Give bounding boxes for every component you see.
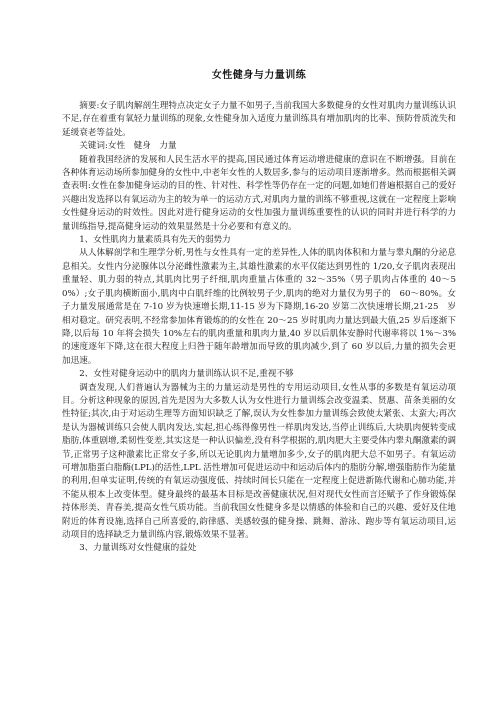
document-body — [62, 100, 456, 556]
section-heading-1: 1、女性肌肉力量素质具有先天的弱势力 — [79, 235, 231, 246]
body-paragraph: 调查发现,人们普遍认为器械为主的力量运动是男性的专用运动项目,女性从事的多数是有氧运动项目。分析这种现象的原因,首先是因为大多数人认为女性进行力量训练会改变温柔、贤惠、苗条美丽的女性特征;其次,由于对运动生理等方面知识缺乏了解,误认为女性参加力量训练会致使太紧张、太蛮大;再次是认为器械训练只会使人肌肉发达,实起,担心练得像男性一样肌肉发达,当停止训练后,大块肌肉便转变成脂肪,体重剧增,柔韧性变差,其实这是一种认识偏差,没有科学根据的,肌肉肥大主要受体内睾丸酮激素的调节,正常男子这种激素比正常女子多,所以无论肌肉力量增加多少,女子的肌肉肥大总不如男子。有氧运动可增加脂蛋白脂酶(LPL)的活性,LPL 活性增加可促进运动中和运动后体内的脂肪分解,增强脂肪作为能量的利用,但单实证明,传统的有氧运动强度低、持续时间长只能在一定程度上促进新陈代谢和心肺功能,并不能从根本上改变体型。健身最终的最基本目标是改善健康状况,但对现代女性而言还赋予了作身锻炼保持体形美、青春美,提高女性气质功能。当前我国女性健身多是以情感的体验和自己的兴趣、爱好及住地附近的体育设施,选择自己所喜爱的,韵律感、美感较强的健身操、跳舞、游泳、跑步等有氧运动项目,运动项目的选择缺乏力量训练内容,锻炼效果不显著。 — [62, 382, 456, 540]
keywords-line: 关键词:女性 健身 力量 — [79, 141, 177, 152]
section-heading-2: 2、女性对健身运动中的肌肉力量训练认识不足,重视不够 — [79, 369, 294, 380]
abstract-paragraph: 摘要:女子肌肉解剖生理特点决定女子力量不如男子,当前我国大多数健身的女性对肌肉力量训练认识不足,存在着重有氧轻力量训练的现象,女性健身加入适度力量训练具有增加肌肉的比率、预防骨质流失和延缓衰老等益处。 — [62, 101, 456, 138]
body-paragraph: 随着我国经济的发展和人民生活水平的提高,国民通过体育运动增进健康的意识在不断增强。目前在各种体育运动场所参加健身的女性中,中老年女性的人数居多,参与的运动项目逐渐增多。然而根据相关调查表明:女性在参加健身运动的目的性、针对性、科学性等仍存在一定的问题,如她们普遍根据自己的爱好兴趣出发选择以有氧运动为主的较为单一的运动方式,对肌肉力量的训练不够重视,这就在一定程度上影响女性健身运动的时效性。因此对进行健身运动的女性加强力量训练重要性的认识的同时并进行科学的力量训练指导,提高健身运动的效果显然是十分必要和有意义的。 — [62, 154, 456, 232]
body-paragraph: 从人体解剖学和生理学分析,男性与女性具有一定的差异性,人体的肌肉体积和力量与睾丸酮的分泌息息相关。女性内分泌腺体以分泌雌性激素为主,其雄性激素的水平仅能达到男性的 1/20,女子肌肉表现出重量轻、肌力弱的特点,其肌肉比男子纤细,肌肉重量占体重的 32～35%（男子肌肉占体重的 40～50%）;女子肌肉横断面小,肌肉中白肌纤维的比例较男子少,肌肉的绝对力量仅为男子的 60～80%。女子力量发展通常是在 7-10 岁为快速增长期,11-15 岁为下降期,16-20 岁第二次快速增长期,21-25 岁相对稳定。研究表明,不经常参加体育锻炼的的女性在 20～25 岁时肌肉力量达到最大值,25 岁后逐渐下降,以后每 10 年将会损失 10%左右的肌肉重量和肌肉力量,40 岁以后肌体安静时代谢率将以 1%～3%的速度逐年下降,这在很大程度上归咎于随年龄增加而导致的肌肉减少,到了 60 岁以后,力量的损失会更加迅速。 — [62, 248, 456, 366]
section-heading-3: 3、力量训练对女性健康的益处 — [79, 543, 197, 554]
document-title: 女性健身与力量训练 — [211, 70, 307, 81]
